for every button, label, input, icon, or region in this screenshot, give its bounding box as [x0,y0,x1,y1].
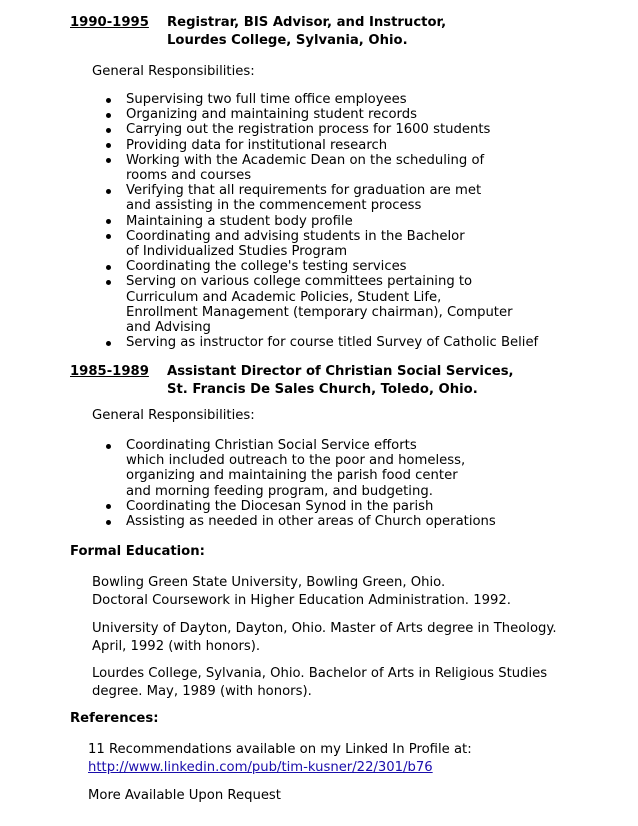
job-years: 1990-1995 [70,15,149,30]
responsibility-line: Providing data for institutional research [126,137,388,153]
responsibilities-label: General Responsibilities: [92,64,255,79]
responsibility-item [96,514,616,529]
responsibility-line: Curriculum and Academic Policies, Student Life, [126,289,442,305]
responsibility-line: Supervising two full time office employees [126,92,407,107]
job-title [167,14,446,50]
education-line: University of Dayton, Dayton, Ohio. Master of Arts degree in Theology. [92,621,557,636]
references-heading: References: [70,711,159,726]
responsibility-line: and morning feeding program, and budgeting. [126,483,433,499]
references-more: More Available Upon Request [88,788,281,803]
responsibility-line: Coordinating and advising students in the Bachelor [126,228,465,244]
job-years: 1985-1989 [70,364,149,379]
responsibility-item [96,335,616,350]
education-line: degree. May, 1989 (with honors). [92,684,312,699]
responsibility-line: Enrollment Management (temporary chairman), Computer [126,304,513,320]
responsibility-line: of Individualized Studies Program [126,244,348,260]
education-entry [92,665,547,701]
education-line: Lourdes College, Sylvania, Ohio. Bachelor of Arts in Religious Studies [92,666,548,681]
responsibility-item [96,153,616,183]
responsibility-line: and assisting in the commencement process [126,198,422,214]
responsibility-item [96,122,616,137]
responsibilities-list [96,92,616,350]
education-entry [92,574,511,610]
education-line: April, 1992 (with honors). [92,639,261,654]
responsibility-line: Serving as instructor for course titled Survey of Catholic Belief [126,335,539,351]
references-text: 11 Recommendations available on my Linked In Profile at: [88,742,472,757]
job-title-line: Registrar, BIS Advisor, and Instructor, [167,15,447,30]
responsibility-line: and Advising [126,320,211,336]
responsibility-item [96,438,616,499]
references-block [88,741,472,777]
responsibility-item [96,107,616,122]
responsibilities-list [96,438,616,529]
responsibility-item [96,138,616,153]
responsibility-item [96,183,616,213]
education-heading: Formal Education: [70,544,205,559]
job-employer-line: St. Francis De Sales Church, Toledo, Ohio. [167,382,478,397]
education-line: Doctoral Coursework in Higher Education Administration. 1992. [92,593,511,608]
responsibility-line: Working with the Academic Dean on the scheduling of [126,152,485,168]
responsibility-line: organizing and maintaining the parish food center [126,468,458,484]
job-title-line: Assistant Director of Christian Social Services, [167,364,514,379]
responsibility-line: Coordinating the college's testing services [126,259,407,275]
responsibility-line: rooms and courses [126,168,252,184]
responsibility-line: Assisting as needed in other areas of Church operations [126,514,496,530]
responsibilities-label: General Responsibilities: [92,408,255,423]
responsibility-item [96,229,616,259]
job-employer-line: Lourdes College, Sylvania, Ohio. [167,33,408,48]
responsibility-item [96,214,616,229]
responsibility-line: Coordinating the Diocesan Synod in the parish [126,498,434,514]
responsibility-item [96,259,616,274]
linkedin-profile-link[interactable]: http://www.linkedin.com/pub/tim-kusner/22/301/b76 [88,760,433,775]
responsibility-item [96,92,616,107]
responsibility-line: which included outreach to the poor and homeless, [126,453,466,469]
responsibility-item [96,274,616,335]
job-title [167,363,514,399]
responsibility-line: Coordinating Christian Social Service efforts [126,438,417,453]
responsibility-line: Maintaining a student body profile [126,213,353,229]
responsibility-line: Verifying that all requirements for graduation are met [126,183,482,199]
responsibility-item [96,499,616,514]
responsibility-line: Serving on various college committees pertaining to [126,274,473,290]
responsibility-line: Carrying out the registration process for 1600 students [126,122,491,138]
education-entry [92,620,557,656]
education-line: Bowling Green State University, Bowling Green, Ohio. [92,575,446,590]
responsibility-line: Organizing and maintaining student records [126,107,417,123]
